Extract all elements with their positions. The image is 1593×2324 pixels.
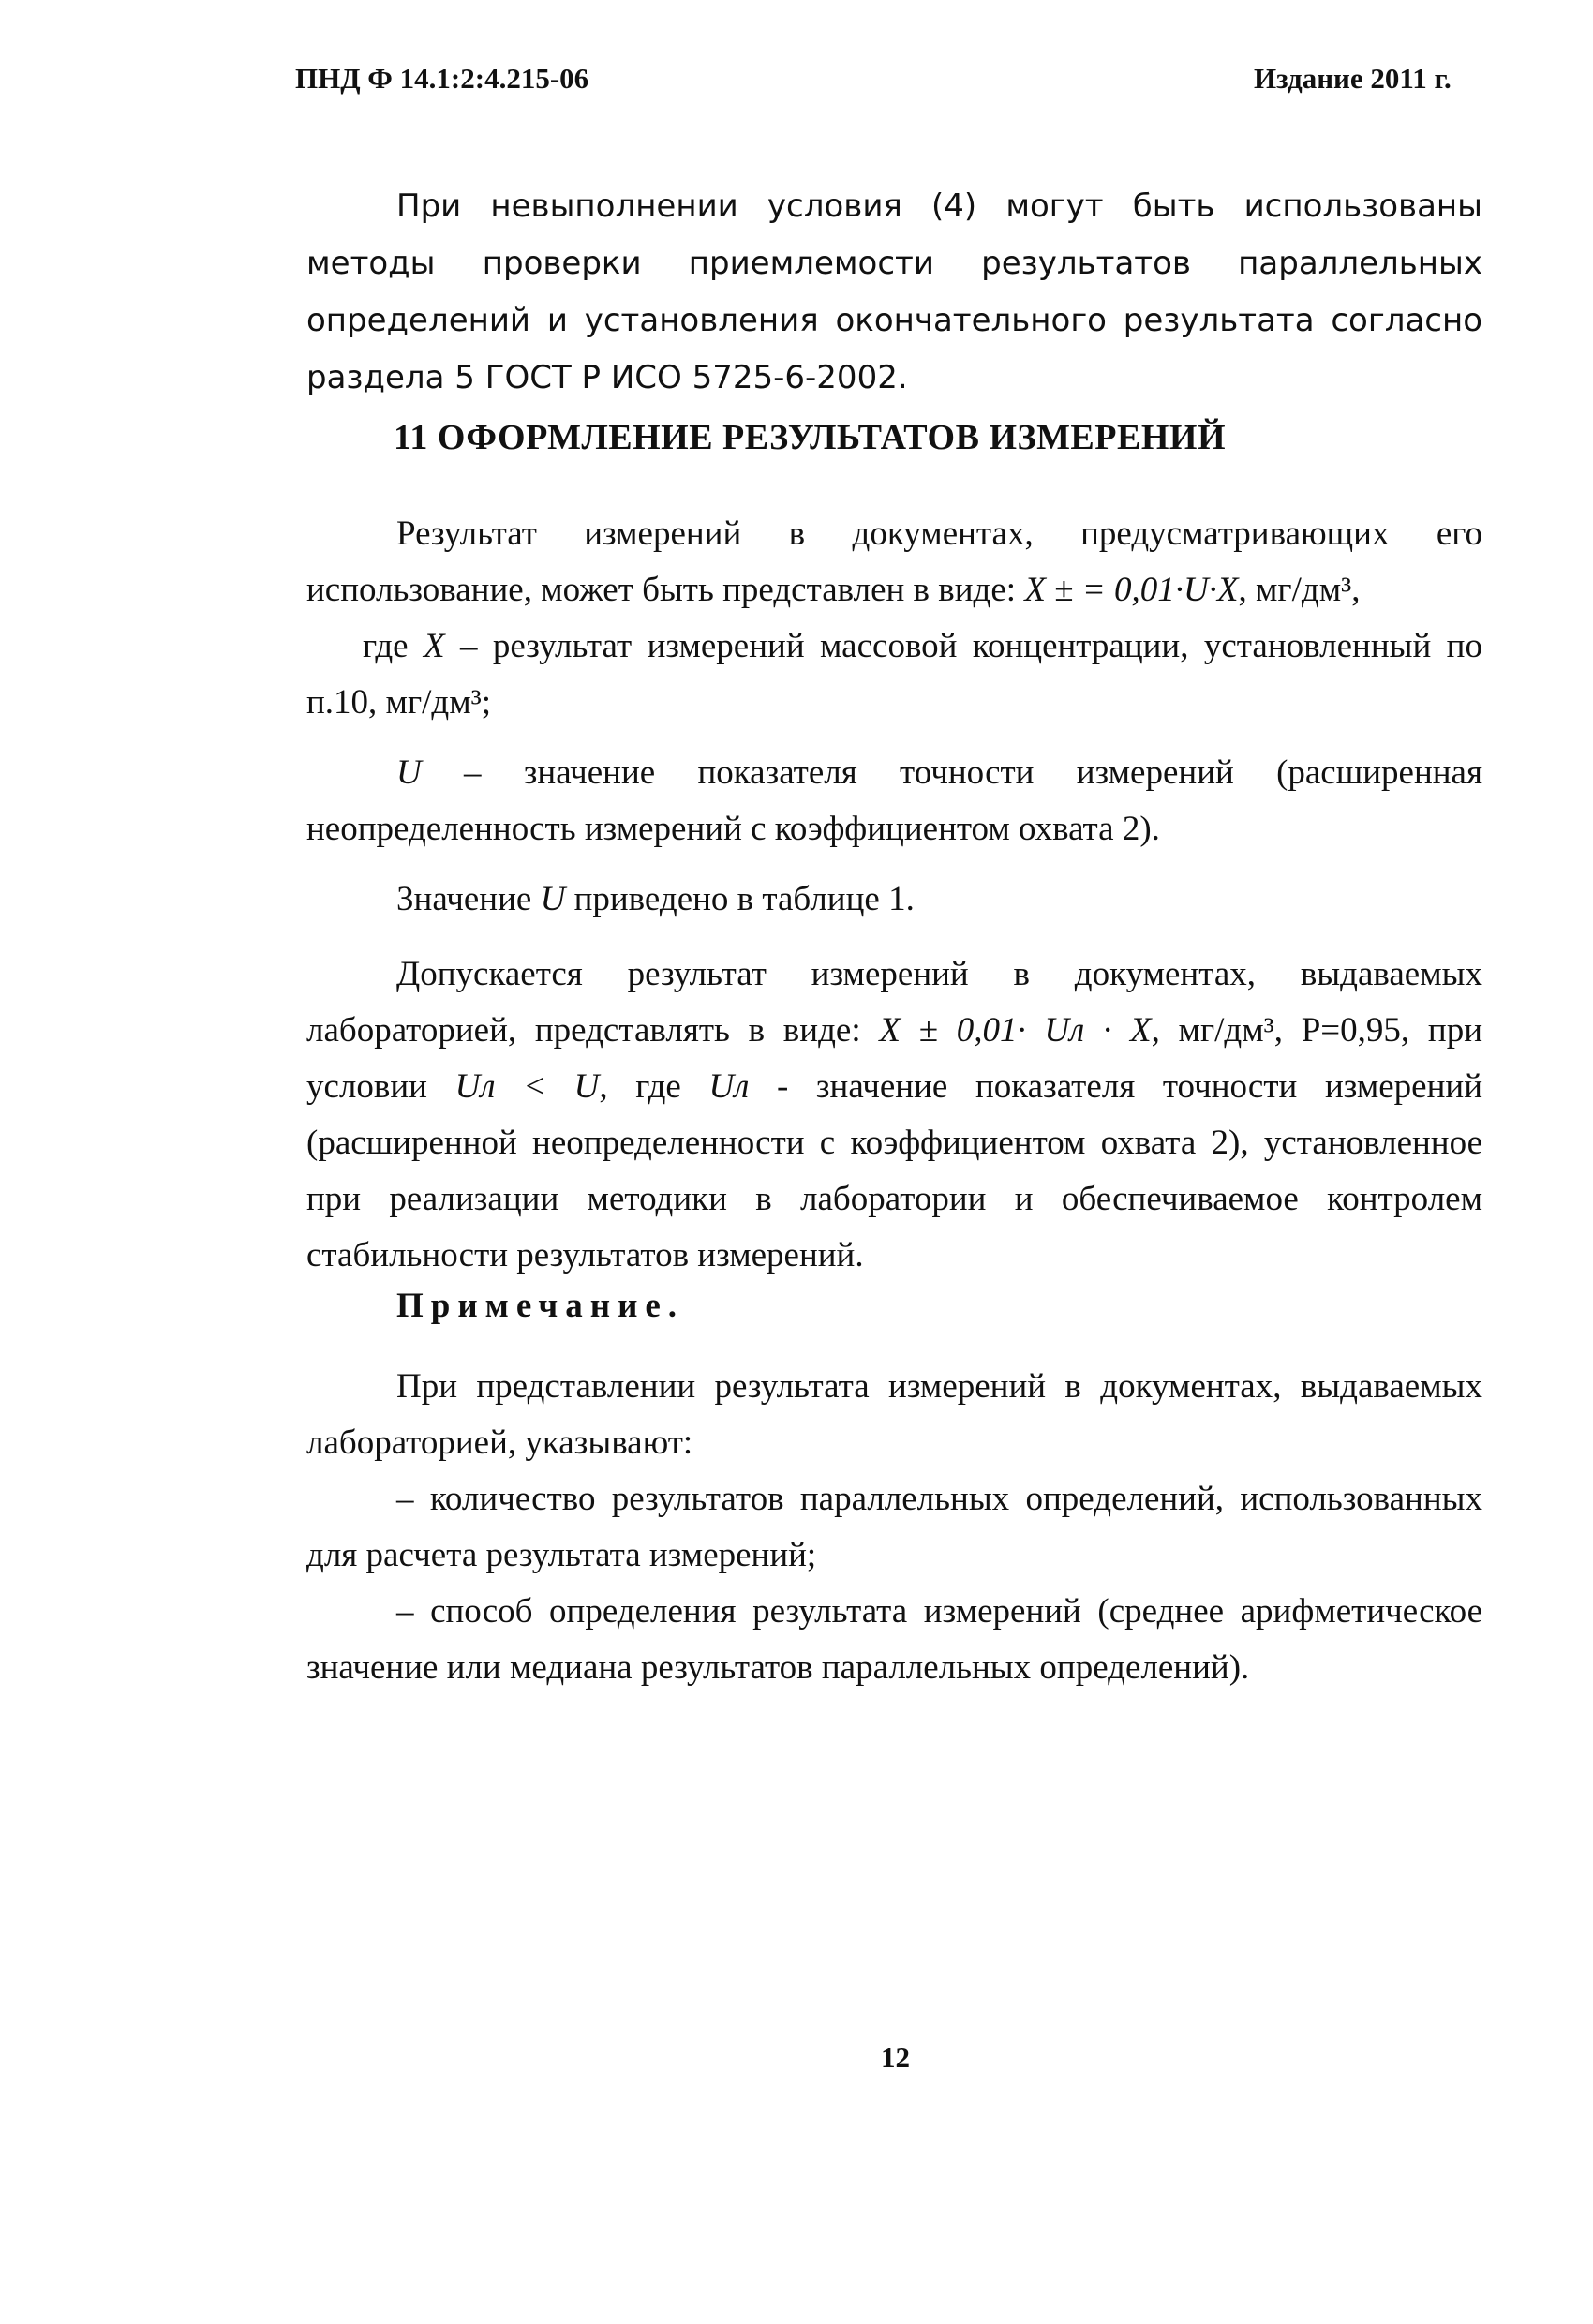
note-heading: Примечание. <box>396 1287 685 1325</box>
page-number: 12 <box>881 2041 910 2074</box>
variable-u: U <box>540 880 566 918</box>
list-item: – количество результатов параллельных определений, использованных для расчета результата измерений; <box>306 1480 1482 1574</box>
paragraph-result-format <box>306 506 1482 618</box>
where-text: где <box>363 627 424 665</box>
definition-text: – значение показателя точности измерений (расширенная неопределенность измерений с коэффициентом охвата 2). <box>306 753 1482 848</box>
edition-label: Издание 2011 г. <box>1254 62 1452 95</box>
text-b: , мг/дм³, P=0,95, при условии <box>306 1011 1482 1106</box>
paragraph-lab-result <box>306 946 1482 1284</box>
variable-ul: Uл <box>708 1067 750 1106</box>
paragraph-conditions: При невыполнении условия (4) могут быть использованы методы проверки приемлемости результатов параллельных определений и установления окончательного результата согласно раздела 5 ГОСТ Р ИСО 5725-6-2002. <box>306 187 1482 396</box>
variable-x: X <box>423 627 445 665</box>
list-item: – способ определения результата измерений (среднее арифметическое значение или медиана результатов параллельных определений). <box>306 1592 1482 1687</box>
paragraph-u-definition <box>306 745 1482 857</box>
text-a: Значение <box>396 880 541 918</box>
paragraph-text: Результат измерений в документах, предусматривающих его использование, может быть представлен в виде: <box>306 514 1482 609</box>
text-b: приведено в таблице 1. <box>565 880 915 918</box>
paragraph-x-definition <box>306 618 1482 731</box>
paragraph-note: При представлении результата измерений в документах, выдаваемых лабораторией, указывают: <box>306 1367 1482 1462</box>
text-c: , где <box>599 1067 709 1106</box>
variable-u: U <box>396 753 422 792</box>
text-a: Допускается результат измерений в документах, выдаваемых лабораторией, представлять в виде: <box>306 955 1482 1050</box>
section-heading: 11 ОФОРМЛЕНИЕ РЕЗУЛЬТАТОВ ИЗМЕРЕНИЙ <box>394 418 1227 457</box>
condition: Uл < U <box>454 1067 600 1106</box>
definition-text: – результат измерений массовой концентрации, установленный по п.10, мг/дм³; <box>306 627 1482 722</box>
text-d: - значение показателя точности измерений (расширенной неопределенности с коэффициентом охвата 2), установленное при реализации методики в лаборатории и обеспечиваемое контролем стабильности результатов измерений. <box>306 1067 1482 1274</box>
document-code: ПНД Ф 14.1:2:4.215-06 <box>295 62 589 95</box>
formula: X ± = 0,01·U·X <box>1024 571 1239 609</box>
paragraph-u-table <box>306 872 1482 928</box>
formula: X ± 0,01· Uл · X <box>879 1011 1152 1050</box>
unit-text: , мг/дм³, <box>1238 571 1361 609</box>
